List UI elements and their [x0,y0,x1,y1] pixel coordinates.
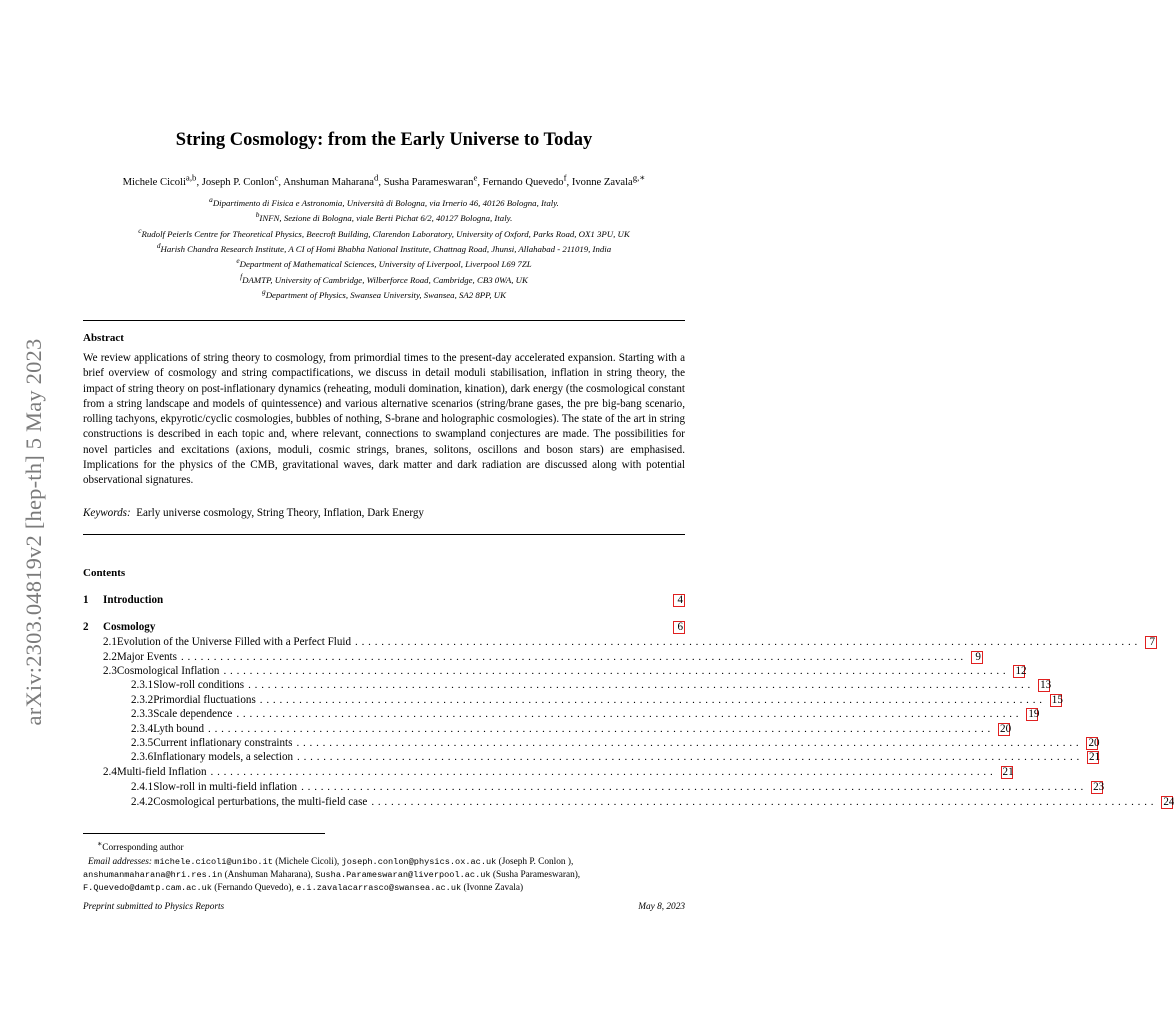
toc-page-link[interactable]: 19 [1028,708,1040,720]
toc-entry[interactable] [131,796,1174,809]
author: Ivonne Zavala$^{g,∗}$ [571,172,646,188]
affiliation: $^a$Dipartimento di Fisica e Astronomia, Università di Bologna, via Irnerio 46, 40126 Bologna, Italy. [209,195,559,208]
toc-entry[interactable] [131,723,1012,736]
toc-entry-number: 2.3.5 [131,737,154,749]
paper-title: String Cosmology: from the Early Universe to Today [175,130,593,150]
email-addresses-line: F.Quevedo@damtp.cam.ac.uk (Fernando Quevedo), e.i.zavalacarrasco@swansea.ac.uk (Ivonne Zavala) [83,883,524,894]
toc-page-link[interactable]: 21 [1002,766,1014,778]
author: Michele Cicoli$^{a,b}$, [122,172,202,188]
toc-entry-title: Cosmological Inflation [116,665,220,677]
abstract-top-rule [83,320,685,321]
toc-entry-number: 1 [83,594,89,606]
toc-entry-title: Scale dependence [153,708,233,720]
toc-dot-leader: ........................................................................................................................ [259,694,1046,706]
arxiv-identifier-stamp: arXiv:2303.04819v2 [hep-th] 5 May 2023 [21,338,46,726]
toc-dot-leader: ........................................................................................................................ [236,708,1023,720]
toc-entry[interactable] [131,781,1105,794]
toc-dot-leader: ........................................................................................................................ [301,781,1088,793]
toc-entry[interactable] [131,679,1052,692]
toc-entry-title: Current inflationary constraints [153,737,293,749]
footnote-rule [83,833,325,834]
toc-dot-leader: ........................................................................................................................ [355,636,1142,648]
toc-page-link[interactable]: 23 [1093,781,1105,793]
toc-entry-number: 2.3.4 [131,723,154,735]
toc-entry-title: Primordial fluctuations [153,694,256,706]
toc-page-link[interactable]: 24 [1163,796,1174,808]
preprint-date: May 8, 2023 [638,902,685,912]
toc-entry-title: Slow-roll conditions [153,679,245,691]
toc-page-link[interactable]: 13 [1040,679,1052,691]
email-link[interactable]: michele.cicoli@unibo.it [154,856,273,867]
toc-entry-number: 2.3.1 [131,679,154,691]
toc-entry-title: Introduction [103,594,164,606]
toc-entry-title: Major Events [116,651,177,663]
author-affiliation-mark: f [563,172,567,182]
abstract-heading: Abstract [83,332,124,344]
email-addresses: Email addresses: michele.cicoli@unibo.it (Michele Cicoli), joseph.conlon@physics.ox.ac.uk (Joseph P. Conlon ), [88,856,574,867]
author: Joseph P. Conlon$^c$, [201,172,284,188]
toc-entry[interactable] [83,594,685,607]
author-affiliation-mark: a,b [185,172,197,182]
affiliation: $^d$Harish Chandra Research Institute, A CI of Homi Bhabha National Institute, Chattnag Road, Jhunsi, Allahabad - 211019, India [156,240,612,254]
toc-entry-number: 2.3.2 [131,694,154,706]
toc-entry[interactable] [83,621,685,634]
toc-dot-leader: ........................................................................................................................ [223,665,1010,677]
toc-entry-title: Multi-field Inflation [116,766,207,778]
author: Fernando Quevedo$^f$, [482,172,572,188]
toc-page-link[interactable]: 9 [971,651,983,664]
toc-entry-number: 2.4.1 [131,781,154,793]
toc-entry-number: 2.1 [103,636,117,648]
toc-entry[interactable] [103,766,1014,779]
author-affiliation-mark: d [374,172,379,182]
toc-page-link[interactable]: 7 [1145,636,1157,649]
affiliation: $^b$INFN, Sezione di Bologna, viale Berti Pichat 6/2, 40127 Bologna, Italy. [255,210,513,224]
abstract-bottom-rule [83,534,685,535]
toc-page-link[interactable]: 6 [673,621,685,634]
toc-entry-title: Inflationary models, a selection [153,751,294,763]
email-addresses-line: anshumanmaharana@hri.res.in (Anshuman Maharana), Susha.Parameswaran@liverpool.ac.uk (Susha Parameswaran), [83,869,581,880]
preprint-note: Preprint submitted to Physics Reports [83,902,225,912]
keywords-text: Early universe cosmology, String Theory, Inflation, Dark Energy [136,507,424,519]
toc-entry-number: 2.2 [103,651,117,663]
toc-entry-number: 2.4 [103,766,117,778]
toc-entry[interactable] [131,751,1101,764]
toc-entry-title: Cosmological perturbations, the multi-field case [153,796,368,808]
email-link[interactable]: anshumanmaharana@hri.res.in [83,869,223,880]
toc-entry-title: Slow-roll in multi-field inflation [153,781,298,793]
toc-entry-title: Evolution of the Universe Filled with a Perfect Fluid [116,636,352,648]
toc-page-link[interactable]: 20 [1088,737,1100,749]
toc-entry-number: 2.3.6 [131,751,154,763]
toc-page-link[interactable]: 21 [1089,751,1101,763]
toc-page-link[interactable]: 12 [1015,665,1027,677]
toc-dot-leader: ........................................................................................................................ [248,679,1035,691]
author-affiliation-mark: e [473,172,478,182]
toc-entry-number: 2.3 [103,665,117,677]
toc-dot-leader: ........................................................................................................................ [296,737,1083,749]
toc-entry-title: Lyth bound [153,723,205,735]
corresponding-author-note: ∗Corresponding author [97,839,184,854]
abstract-text: We review applications of string theory to cosmology, from primordial times to the present-day accelerated expansion. Starting with a brief overview of cosmology and string compactifications, we discuss in detail moduli stabilisation, inflation in string theory, the impact of string theory on post-inflationary dynamics (reheating, moduli domination, kination), dark energy (the cosmological constant from a string landscape and models of quintessence) and various alternative scenarios (string/brane gases, the pre big-bang scenario, rolling tachyons, ekpyrotic/cyclic cosmologies, bubbles of nothing, S-brane and holographic cosmologies). The state of the art in string constructions is described in each topic and, where relevant, connections to swampland conjectures are made. The possibilities for novel particles and excitations (axions, moduli, cosmic strings, branes, solitons, oscillons and boson stars) are emphasised. Implications for the physics of the CMB, gravitational waves, dark matter and dark radiation are discussed along with potential observational signatures. [83,352,685,487]
toc-page-link[interactable]: 15 [1051,694,1063,706]
toc-entry[interactable] [131,708,1040,721]
email-link[interactable]: Susha.Parameswaran@liverpool.ac.uk [315,869,491,880]
toc-entry[interactable] [103,651,981,664]
affiliation: $^c$Rudolf Peierls Centre for Theoretical Physics, Beecroft Building, Clarendon Laboratory, University of Oxford, Parks Road, OX1 3PU, UK [138,225,630,239]
toc-page-link[interactable]: 20 [1000,723,1012,735]
author: Anshuman Maharana$^d$, [283,172,384,188]
toc-entry-number: 2.3.3 [131,708,154,720]
toc-entry[interactable] [131,694,1063,707]
author-affiliation-mark: g,∗ [632,172,646,182]
toc-dot-leader: ........................................................................................................................ [371,796,1158,808]
author-affiliation-mark: c [274,172,279,182]
affiliation-list [60,194,708,301]
affiliation: $^g$Department of Physics, Swansea University, Swansea, SA2 8PP, UK [262,286,506,300]
toc-entry-number: 2.4.2 [131,796,154,808]
toc-entry-number: 2 [83,621,89,633]
toc-page-link[interactable]: 4 [673,594,685,607]
affiliation: $^e$Department of Mathematical Sciences, University of Liverpool, Liverpool L69 7ZL [236,256,532,270]
email-link[interactable]: e.i.zavalacarrasco@swansea.ac.uk [296,883,462,894]
toc-dot-leader: ........................................................................................................................ [208,723,995,735]
keywords-line [83,507,424,519]
toc-entry[interactable] [131,737,1100,750]
author-list [0,172,768,188]
affiliation: $^f$DAMTP, University of Cambridge, Wilberforce Road, Cambridge, CB3 0WA, UK [240,271,528,285]
toc-entry-title: Cosmology [103,621,156,633]
toc-entry[interactable] [103,636,1156,649]
email-link[interactable]: F.Quevedo@damtp.cam.ac.uk [83,883,212,894]
toc-dot-leader: ........................................................................................................................ [210,766,997,778]
contents-heading: Contents [83,567,126,579]
keywords-label: Keywords: [83,507,131,519]
toc-dot-leader: ........................................................................................................................ [180,651,967,663]
toc-dot-leader: ........................................................................................................................ [297,751,1084,763]
email-link[interactable]: joseph.conlon@physics.ox.ac.uk [341,856,497,867]
footnotes [83,837,688,896]
toc-entry[interactable] [103,665,1027,678]
author: Susha Parameswaran$^e$, [383,172,483,188]
